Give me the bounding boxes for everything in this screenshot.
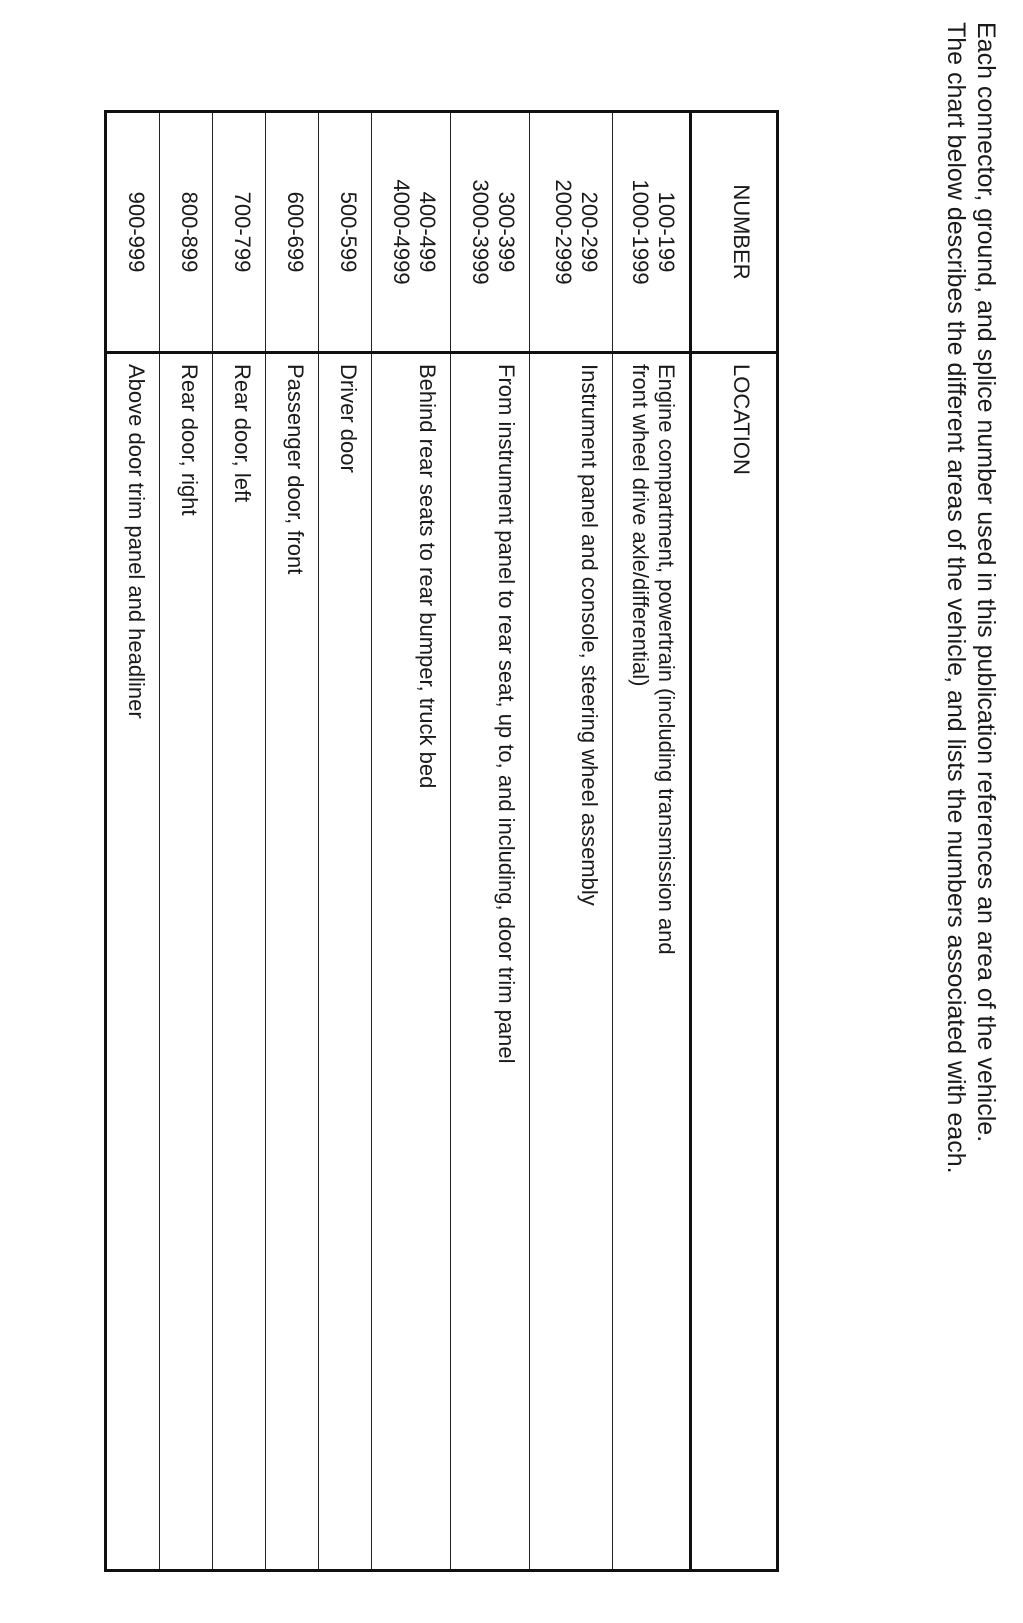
- number-range: 500-599: [336, 191, 361, 273]
- number-range: 1000-1999: [628, 179, 653, 285]
- number-cell: [266, 112, 319, 353]
- location-text: Rear door, left: [230, 364, 255, 503]
- number-cell: [160, 112, 213, 353]
- table-row: [106, 112, 160, 1571]
- number-column-header: NUMBER: [691, 112, 778, 353]
- number-range: 400-499: [415, 191, 440, 273]
- intro-line-2: The chart below describes the different areas of the vehicle, and lists the numbers associated with each.: [942, 22, 970, 1174]
- location-text: Instrument panel and console, steering wheel assembly: [577, 364, 602, 906]
- table-header-row: [691, 112, 778, 1571]
- number-range: 900-999: [124, 191, 149, 273]
- intro-line-1: Each connector, ground, and splice number used in this publication references an area of the vehicle.: [972, 22, 1000, 1143]
- table-row: [613, 112, 691, 1571]
- table-row: [372, 112, 451, 1571]
- area-number-table: [104, 110, 779, 1572]
- number-cell: [530, 112, 613, 353]
- location-cell: [213, 353, 266, 1571]
- number-cell: [451, 112, 530, 353]
- number-range: 200-299: [577, 191, 602, 273]
- table-row: [319, 112, 372, 1571]
- location-cell: [530, 353, 613, 1571]
- table-row: [213, 112, 266, 1571]
- number-range: 300-399: [494, 191, 519, 273]
- location-text: Passenger door, front: [283, 364, 308, 575]
- number-range: 100-199: [654, 191, 679, 273]
- location-text: Rear door, right: [177, 364, 202, 516]
- number-cell: [319, 112, 372, 353]
- table-row: [451, 112, 530, 1571]
- location-text: front wheel drive axle/differential): [628, 364, 653, 687]
- location-text: Driver door: [336, 364, 361, 473]
- number-range: 4000-4999: [389, 179, 414, 285]
- location-column-header: LOCATION: [691, 353, 778, 1571]
- number-cell: [213, 112, 266, 353]
- location-cell: [160, 353, 213, 1571]
- location-text: Behind rear seats to rear bumper, truck bed: [415, 364, 440, 789]
- number-cell: [372, 112, 451, 353]
- number-cell: [613, 112, 691, 353]
- location-cell: [319, 353, 372, 1571]
- location-cell: [451, 353, 530, 1571]
- number-cell: [106, 112, 160, 353]
- number-range: 3000-3999: [468, 179, 493, 285]
- location-text: Engine compartment, powertrain (including transmission and: [654, 364, 679, 955]
- table-row: [160, 112, 213, 1571]
- number-range: 600-699: [283, 191, 308, 273]
- table-row: [266, 112, 319, 1571]
- location-cell: [613, 353, 691, 1571]
- location-cell: [106, 353, 160, 1571]
- number-range: 700-799: [230, 191, 255, 273]
- table-row: [530, 112, 613, 1571]
- number-range: 2000-2999: [551, 179, 576, 285]
- location-text: From instrument panel to rear seat, up to, and including, door trim panel: [494, 364, 519, 1064]
- intro-paragraph: [941, 22, 1001, 1602]
- location-cell: [266, 353, 319, 1571]
- location-text: Above door trim panel and headliner: [124, 364, 149, 719]
- location-cell: [372, 353, 451, 1571]
- number-range: 800-899: [177, 191, 202, 273]
